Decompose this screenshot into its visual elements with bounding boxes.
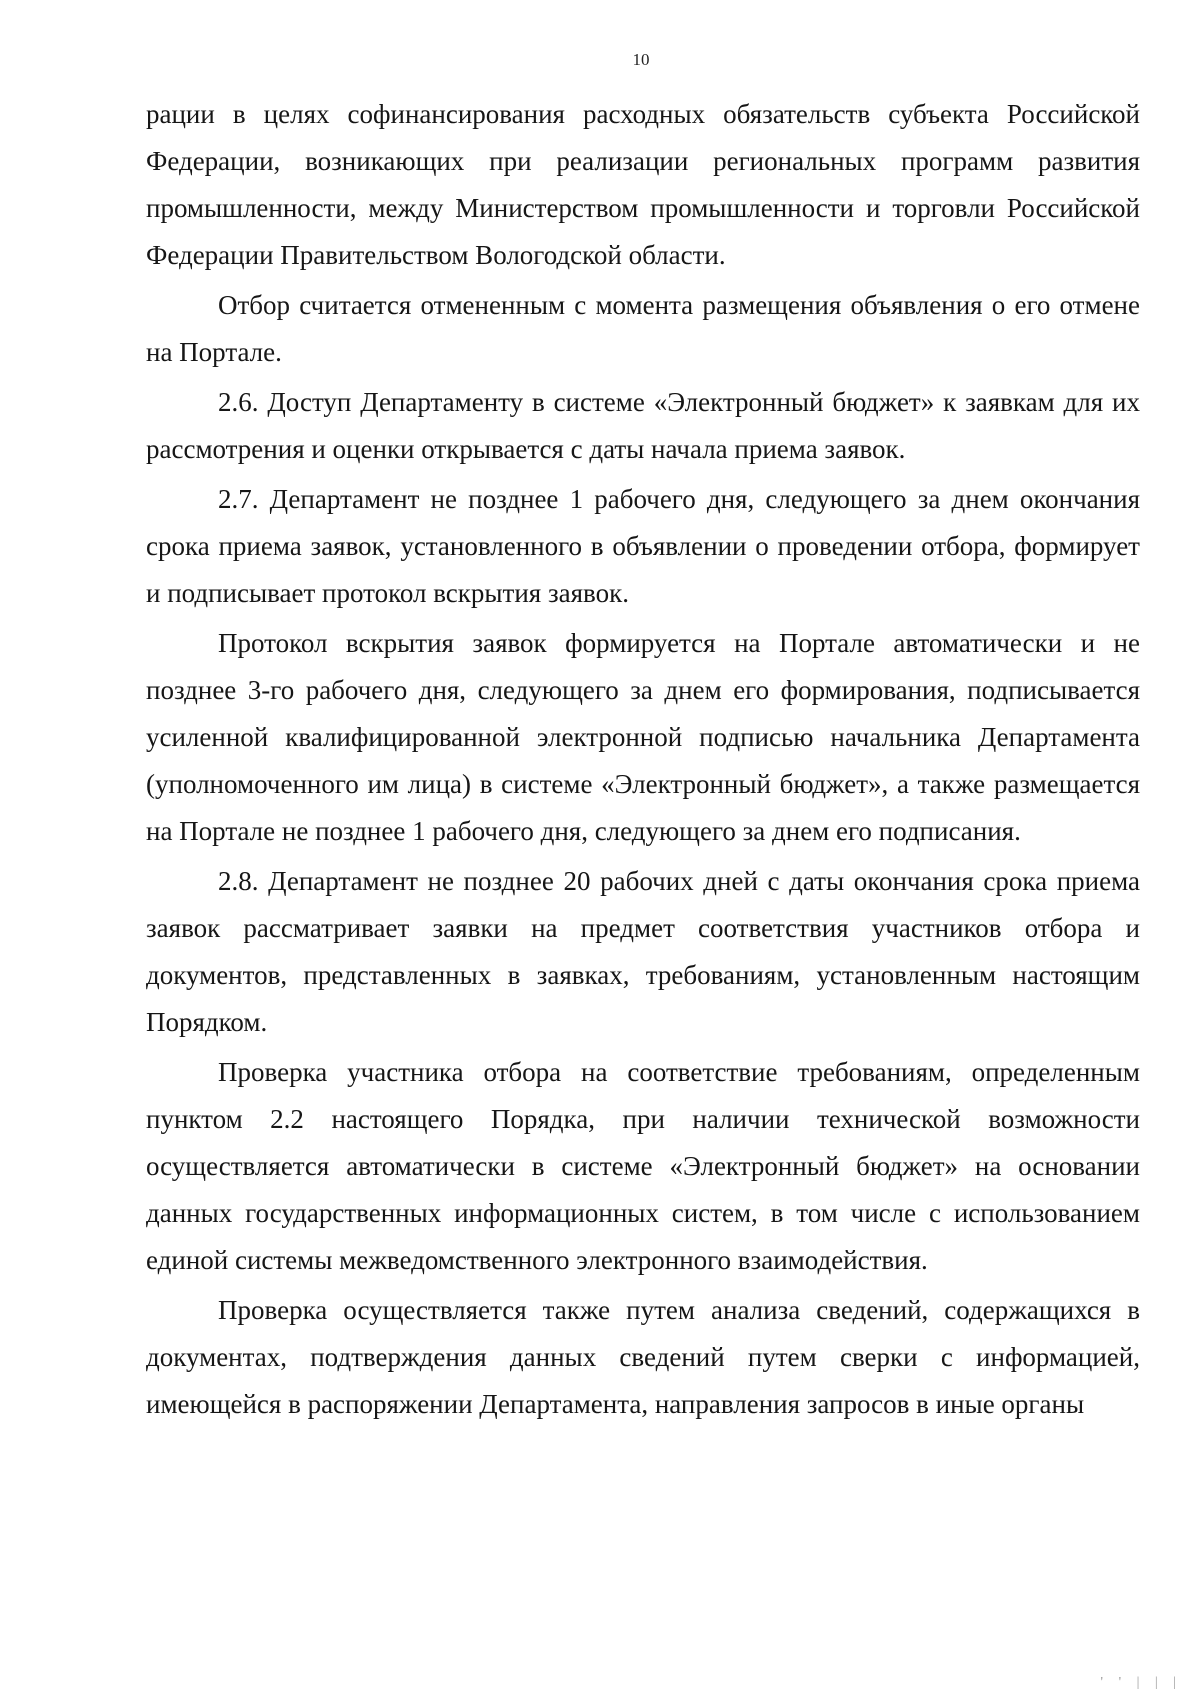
scan-artifact-marks: ' ' | | | <box>1100 1675 1182 1690</box>
paragraph-continued: рации в целях софинансирования расходных обязательств субъекта Российской Федерации, возникающих при реализации региональных программ развития промышленности, между Министерством промышленности и торговли Российской Федерации Правительством Вологодской области. <box>146 99 1140 270</box>
paragraph-2-6: 2.6. Доступ Департаменту в системе «Электронный бюджет» к заявкам для их рассмотрения и оценки открывается с даты начала приема заявок. <box>146 387 1140 464</box>
page-number: 10 <box>632 50 650 69</box>
paragraph-opening-protocol: Протокол вскрытия заявок формируется на Портале автоматически и не позднее 3-го рабочего дня, следующего за днем его формирования, подписывается усиленной квалифицированной электронной подписью начальника Департамента (уполномоченного им лица) в системе «Электронный бюджет», а также размещается на Портале не позднее 1 рабочего дня, следующего за днем его подписания. <box>146 628 1140 846</box>
paragraph-selection-cancellation: Отбор считается отмененным с момента размещения объявления о его отмене на Портале. <box>146 290 1140 367</box>
paragraph-participant-check: Проверка участника отбора на соответствие требованиям, определенным пунктом 2.2 настоящего Порядка, при наличии технической возможности осуществляется автоматически в системе «Электронный бюджет» на основании данных государственных информационных систем, в том числе с использованием единой системы межведомственного электронного взаимодействия. <box>146 1057 1140 1275</box>
paragraph-verification: Проверка осуществляется также путем анализа сведений, содержащихся в документах, подтверждения данных сведений путем сверки с информацией, имеющейся в распоряжении Департамента, направления запросов в иные органы <box>146 1295 1140 1419</box>
document-body <box>146 91 1140 1431</box>
paragraph-2-7: 2.7. Департамент не позднее 1 рабочего дня, следующего за днем окончания срока приема заявок, установленного в объявлении о проведении отбора, формирует и подписывает протокол вскрытия заявок. <box>146 484 1140 608</box>
paragraph-2-8: 2.8. Департамент не позднее 20 рабочих дней с даты окончания срока приема заявок рассматривает заявки на предмет соответствия участников отбора и документов, представленных в заявках, требованиям, установленным настоящим Порядком. <box>146 866 1140 1037</box>
